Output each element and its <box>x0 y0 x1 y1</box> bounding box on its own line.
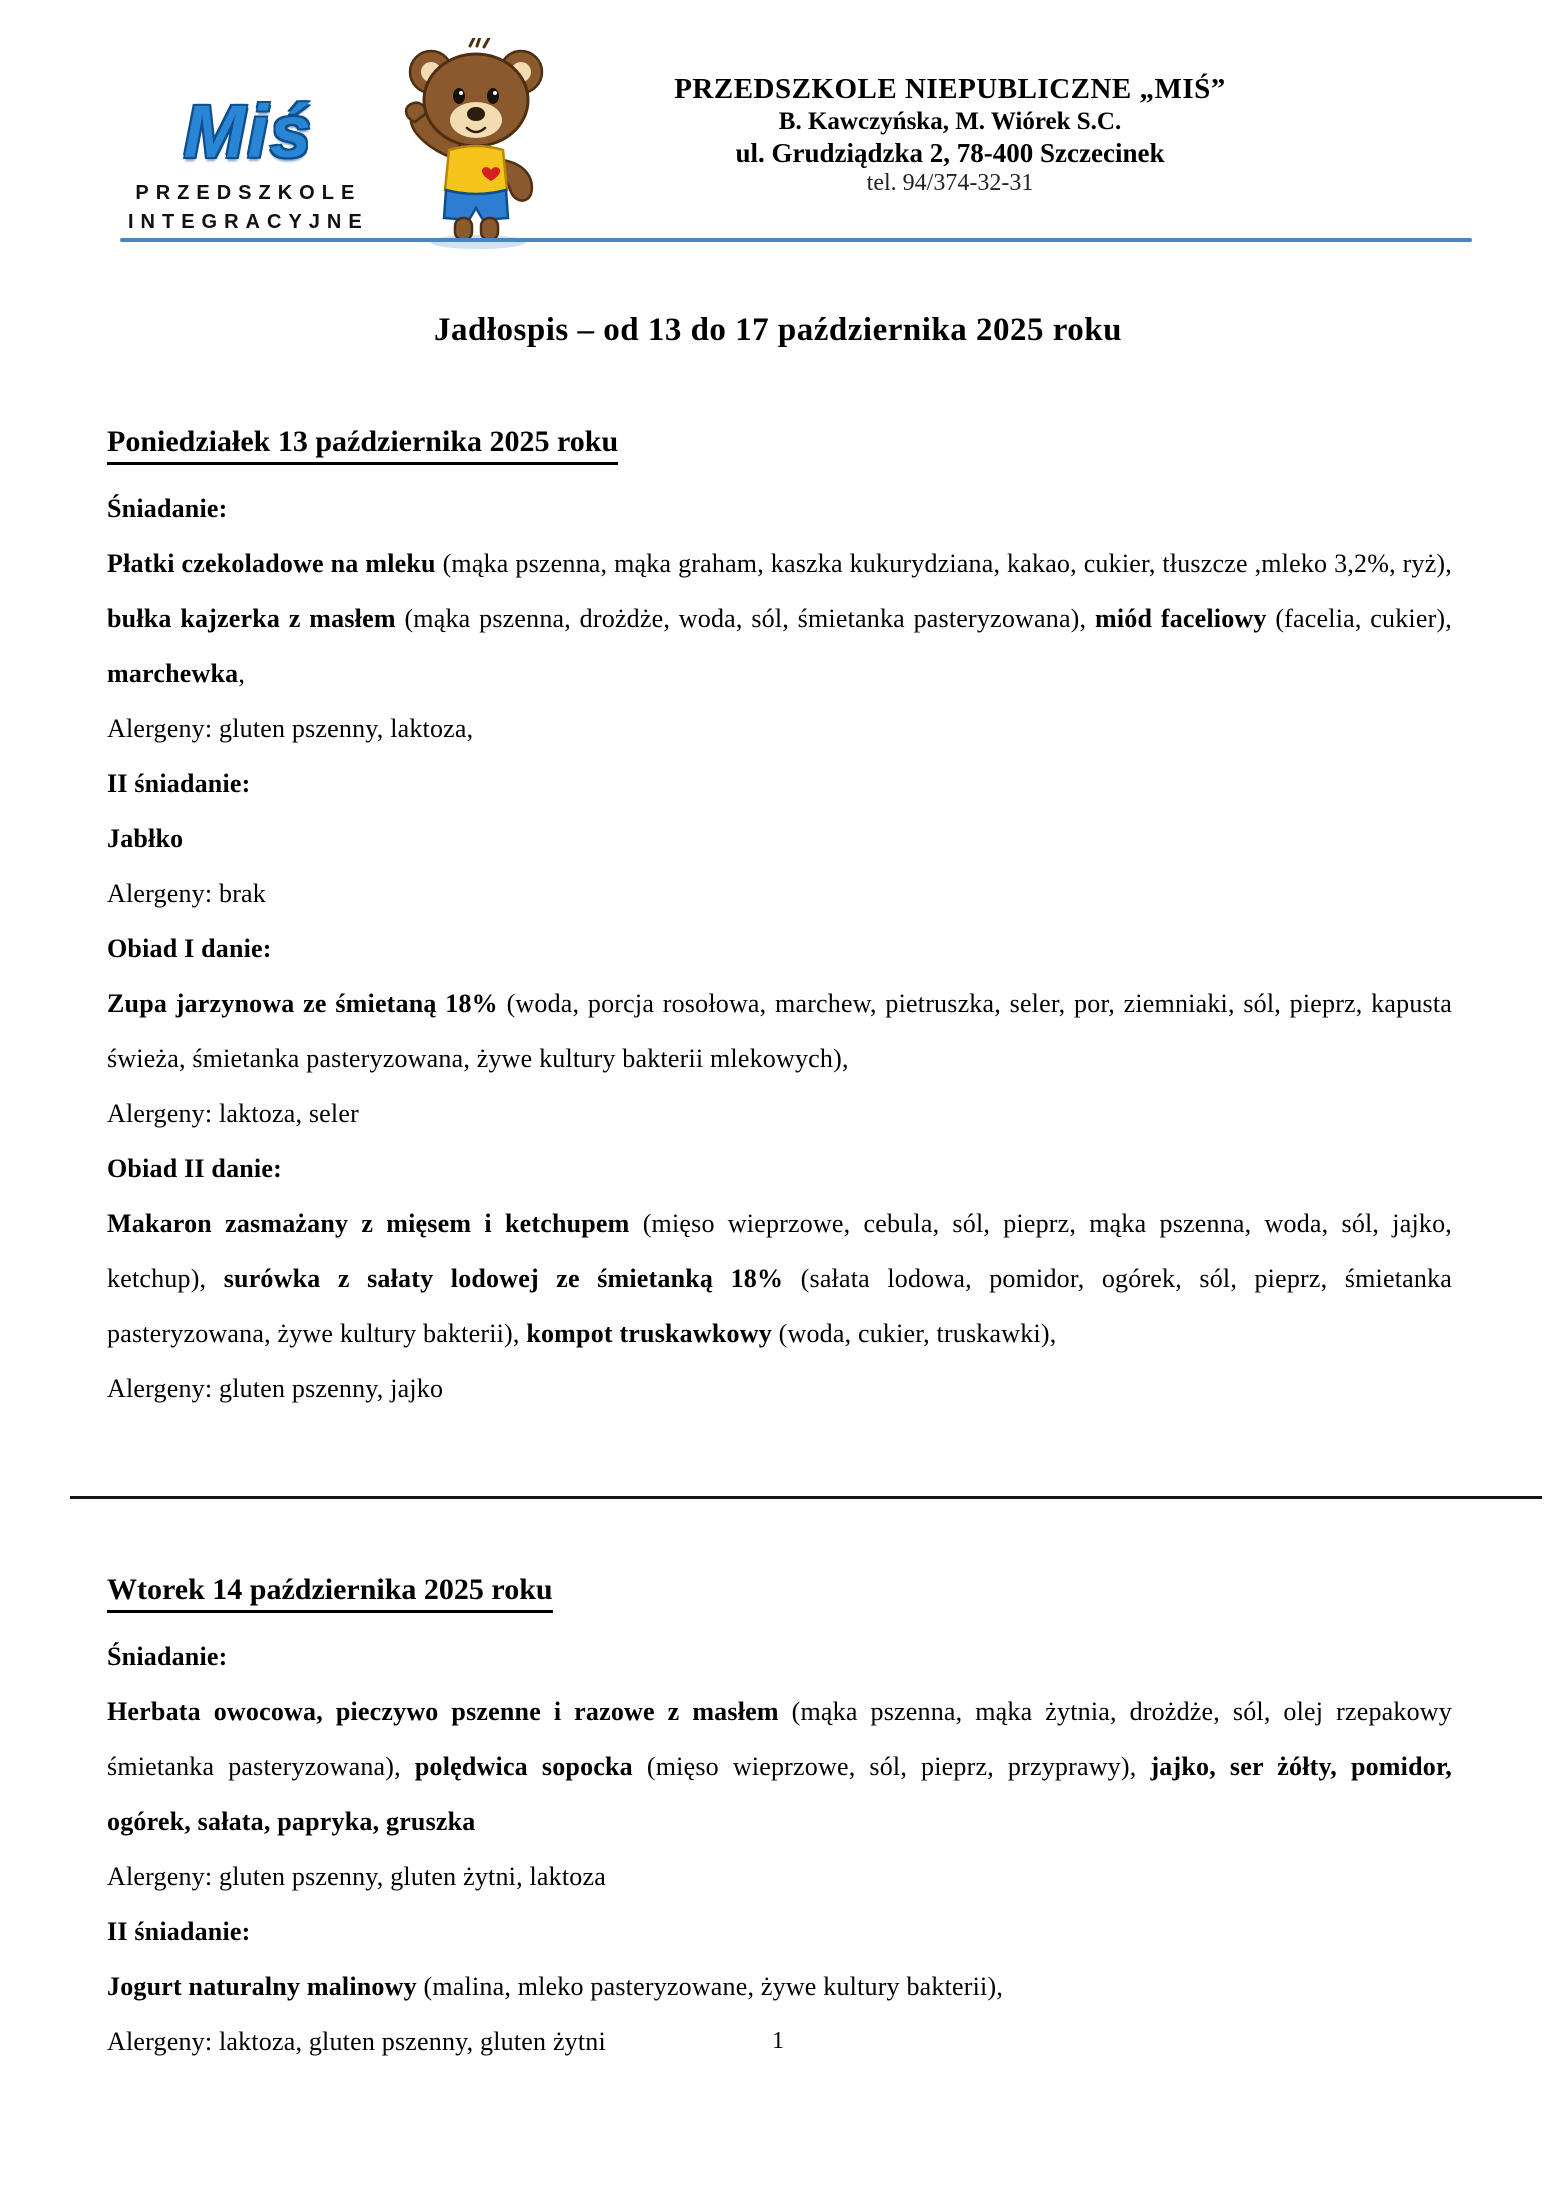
day-heading <box>107 1573 1452 1613</box>
logo-subtitle-line1: PRZEDSZKOLE <box>135 182 362 204</box>
logo-text-column <box>128 90 369 237</box>
day-heading-text: Wtorek 14 października 2025 roku <box>107 1573 553 1613</box>
menu-para-line: Płatki czekoladowe na mleku (mąka pszenna, mąka graham, kaszka kukurydziana, kakao, cukier, tłuszcze ,mleko 3,2%, ryż), bułka kajzerka z masłem (mąka pszenna, drożdże, woda, sól, śmietanka pasteryzowana), miód faceliowy (facelia, cukier), marchewka, <box>107 549 1452 688</box>
menu-para-line: Herbata owocowa, pieczywo pszenne i razowe z masłem (mąka pszenna, mąka żytnia, drożdże, sól, olej rzepakowy śmietanka pasteryzowana), polędwica sopocka (mięso wieprzowe, sól, pieprz, przyprawy), jajko, ser żółty, pomidor, ogórek, sałata, papryka, gruszka <box>107 1697 1453 1836</box>
menu-label-line: Obiad I danie: <box>107 934 272 963</box>
menu-label-line: II śniadanie: <box>107 1917 251 1946</box>
organization-phone: tel. 94/374-32-31 <box>866 170 1034 196</box>
menu-para-line: Makaron zasmażany z mięsem i ketchupem (mięso wieprzowe, cebula, sól, pieprz, mąka pszenna, woda, sól, jajko, ketchup), surówka z sałaty lodowej ze śmietanką 18% (sałata lodowa, pomidor, ogórek, sól, pieprz, śmietanka pasteryzowana, żywe kultury bakterii), kompot truskawkowy (woda, cukier, truskawki), <box>107 1209 1453 1348</box>
organization-info <box>560 72 1340 198</box>
organization-name: PRZEDSZKOLE NIEPUBLICZNE „MIŚ” <box>674 73 1226 105</box>
menu-allergens-line: Alergeny: gluten pszenny, jajko <box>107 1374 444 1403</box>
page-header <box>0 0 1556 252</box>
kindergarten-logo <box>128 38 575 250</box>
menu-label-line: II śniadanie: <box>107 769 251 798</box>
menu-label-line: Śniadanie: <box>107 1642 228 1671</box>
day-heading-text: Poniedziałek 13 października 2025 roku <box>107 425 618 465</box>
logo-brand-text: Miś <box>183 90 314 173</box>
menu-para-line: Zupa jarzynowa ze śmietaną 18% (woda, porcja rosołowa, marchew, pietruszka, seler, por, ziemniaki, sól, pieprz, kapusta świeża, śmietanka pasteryzowana, żywe kultury bakterii mlekowych), <box>107 989 1452 1073</box>
page-number: 1 <box>772 2028 784 2054</box>
header-divider-line <box>120 238 1472 242</box>
menu-allergens-line: Alergeny: gluten pszenny, gluten żytni, laktoza <box>107 1862 606 1891</box>
menu-allergens-line: Alergeny: gluten pszenny, laktoza, <box>107 714 474 743</box>
organization-address: ul. Grudziądzka 2, 78-400 Szczecinek <box>735 138 1165 168</box>
menu-para-line: Jogurt naturalny malinowy (malina, mleko pasteryzowane, żywe kultury bakterii), <box>107 1972 1004 2001</box>
logo-subtitle <box>128 179 369 237</box>
menu-label-line: Śniadanie: <box>107 494 228 523</box>
menu-label-line: Obiad II danie: <box>107 1154 282 1183</box>
menu-days <box>107 425 1452 2069</box>
organization-owners: B. Kawczyńska, M. Wiórek S.C. <box>778 108 1122 135</box>
page-title: Jadłospis – od 13 do 17 października 2025 roku <box>433 312 1123 348</box>
menu-allergens-line: Alergeny: laktoza, gluten pszenny, gluten żytni <box>107 2027 606 2056</box>
logo-subtitle-line2: INTEGRACYJNE <box>128 211 369 233</box>
teddy-bear-icon <box>375 38 575 250</box>
section-divider <box>70 1496 1542 1499</box>
day-heading <box>107 425 1452 465</box>
menu-allergens-line: Alergeny: brak <box>107 879 266 908</box>
menu-item-line: Jabłko <box>107 824 184 853</box>
menu-allergens-line: Alergeny: laktoza, seler <box>107 1099 359 1128</box>
